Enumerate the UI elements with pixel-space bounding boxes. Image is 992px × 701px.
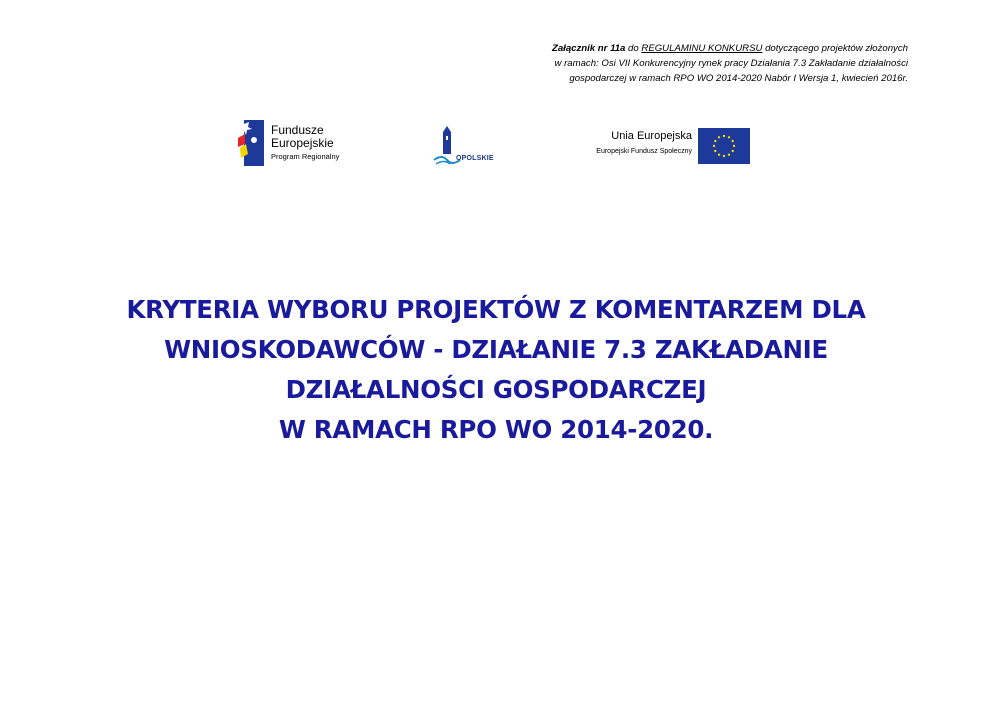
fe-logo-subtext: Program Regionalny [271, 152, 340, 161]
document-title-line: DZIAŁALNOŚCI GOSPODARCZEJ [285, 375, 707, 404]
unia-europejska-logo [578, 126, 758, 166]
fundusze-europejskie-logo [238, 120, 378, 170]
attachment-note-text: do [625, 43, 642, 54]
attachment-note-line-1 [308, 41, 908, 56]
eu-flag-icon [698, 128, 750, 164]
fe-logo-text: Fundusze [271, 123, 324, 137]
fe-logo-text: Europejskie [271, 136, 334, 150]
document-title [0, 290, 992, 450]
attachment-note-text: dotyczącego projektów złożonych [762, 43, 908, 54]
attachment-number: Załącznik nr 11a [551, 43, 626, 54]
fundusze-europejskie-mark-icon [238, 120, 264, 166]
ue-logo-text: Unia Europejska [611, 130, 692, 142]
attachment-note-line-3: gospodarczej w ramach RPO WO 2014-2020 Nabór I Wersja 1, kwiecień 2016r. [569, 73, 908, 84]
attachment-note-line-2: w ramach: Osi VII Konkurencyjny rynek pracy Działania 7.3 Zakładanie działalności [554, 58, 908, 69]
document-title-line: KRYTERIA WYBORU PROJEKTÓW Z KOMENTARZEM DLA [126, 295, 866, 324]
document-title-line: WNIOSKODAWCÓW - DZIAŁANIE 7.3 ZAKŁADANIE [164, 335, 828, 364]
opolskie-logo-text: OPOLSKIE [456, 155, 494, 162]
attachment-note [308, 41, 908, 86]
logo-strip [0, 120, 992, 180]
opolskie-logo [432, 126, 502, 170]
regulation-reference: REGULAMINU KONKURSU [641, 43, 763, 54]
document-title-line: W RAMACH RPO WO 2014-2020. [278, 415, 714, 444]
ue-logo-subtext: Europejski Fundusz Społeczny [596, 148, 692, 155]
